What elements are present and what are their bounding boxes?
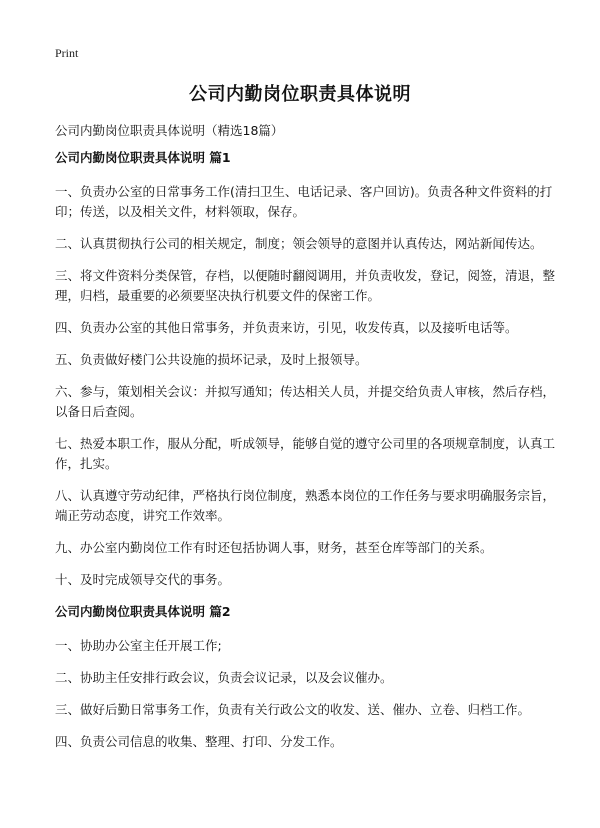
paragraph: 五、负责做好楼门公共设施的损坏记录，及时上报领导。 bbox=[55, 352, 368, 367]
section-heading: 公司内勤岗位职责具体说明 篇1 bbox=[55, 150, 231, 165]
document-subtitle: 公司内勤岗位职责具体说明（精选18篇） bbox=[55, 123, 284, 138]
paragraph: 六、参与，策划相关会议：并拟写通知；传达相关人员，并提交给负责人审核，然后存档，以备日后查阅。 bbox=[55, 384, 556, 419]
paragraph: 十、及时完成领导交代的事务。 bbox=[55, 572, 231, 587]
paragraph: 四、负责公司信息的收集、整理、打印、分发工作。 bbox=[55, 734, 343, 749]
section-1 bbox=[55, 148, 555, 590]
paragraph: 一、负责办公室的日常事务工作(清扫卫生、电话记录、客户回访)。负责各种文件资料的打印；传送，以及相关文件，材料领取，保存。 bbox=[55, 184, 553, 219]
paragraph: 二、认真贯彻执行公司的相关规定，制度；领会领导的意图并认真传达，网站新闻传达。 bbox=[55, 236, 543, 251]
paragraph: 二、协助主任安排行政会议，负责会议记录，以及会议催办。 bbox=[55, 670, 393, 685]
section-2 bbox=[55, 602, 555, 752]
paragraph: 九、办公室内勤岗位工作有时还包括协调人事，财务，甚至仓库等部门的关系。 bbox=[55, 540, 493, 555]
document-body bbox=[55, 148, 555, 764]
paragraph: 一、协助办公室主任开展工作; bbox=[55, 638, 222, 653]
paragraph: 七、热爱本职工作，服从分配，听成领导，能够自觉的遵守公司里的各项规章制度，认真工作，扎实。 bbox=[55, 436, 556, 471]
paragraph: 八、认真遵守劳动纪律，严格执行岗位制度，熟悉本岗位的工作任务与要求明确服务宗旨，端正劳动态度，讲究工作效率。 bbox=[55, 488, 556, 523]
section-heading: 公司内勤岗位职责具体说明 篇2 bbox=[55, 604, 231, 619]
document-title: 公司内勤岗位职责具体说明 bbox=[189, 84, 411, 105]
paragraph: 三、将文件资料分类保管，存档，以便随时翻阅调用，并负责收发，登记，阅签，清退，整理，归档，最重要的必须要坚决执行机要文件的保密工作。 bbox=[55, 268, 556, 303]
paragraph: 四、负责办公室的其他日常事务，并负责来访，引见，收发传真，以及接听电话等。 bbox=[55, 320, 518, 335]
print-label: Print bbox=[55, 46, 79, 60]
paragraph: 三、做好后勤日常事务工作，负责有关行政公文的收发、送、催办、立卷、归档工作。 bbox=[55, 702, 531, 717]
